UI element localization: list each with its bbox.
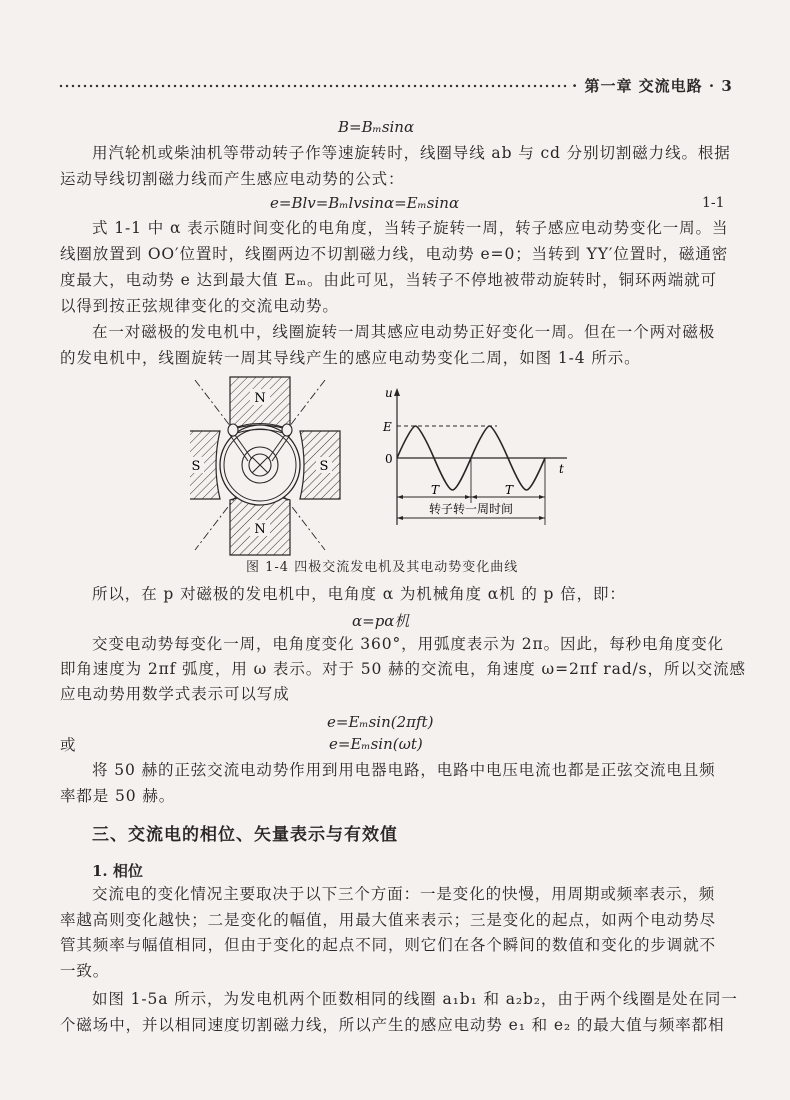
paragraph-line: 管其频率与幅值相同，但由于变化的起点不同，则它们在各个瞬间的数值和变化的步调就不	[60, 936, 717, 954]
svg-text:转子转一周时间: 转子转一周时间	[428, 502, 514, 516]
paragraph-line: 即角速度为 2πf 弧度，用 ω 表示。对于 50 赫的交流电，角速度 ω=2πf rad/s，所以交流感	[60, 660, 746, 678]
svg-text:S: S	[319, 459, 329, 474]
paragraph-line: 交流电的变化情况主要取决于以下三个方面：一是变化的快慢，用周期或频率表示，频	[92, 885, 716, 903]
svg-text:N: N	[254, 522, 266, 537]
svg-text:T: T	[431, 483, 440, 497]
paragraph-line: 如图 1-5a 所示，为发电机两个匝数相同的线圈 a₁b₁ 和 a₂b₂，由于两个线圈是处在同一	[92, 990, 738, 1008]
formula-emf-omegat: e=Eₘsin(ωt)	[329, 735, 423, 753]
paragraph-line: 个磁场中，并以相同速度切割磁力线，所以产生的感应电动势 e₁ 和 e₂ 的最大值与频率都相	[60, 1016, 725, 1034]
paragraph-line: 一致。	[60, 962, 110, 980]
svg-text:0: 0	[385, 452, 393, 466]
paragraph-line: 的发电机中，线圈旋转一周其导线产生的感应电动势变化二周，如图 1-4 所示。	[60, 349, 641, 367]
paragraph-line: 率越高则变化越快；二是变化的幅值，用最大值来表示；三是变化的起点，如两个电动势尽	[60, 911, 717, 929]
running-header: · 第一章 交流电路 · 3	[572, 77, 733, 95]
svg-text:E: E	[383, 420, 392, 434]
paragraph-line: 将 50 赫的正弦交流电动势作用到用电器电路，电路中电压电流也都是正弦交流电且频	[92, 761, 716, 779]
formula-emf-2pift: e=Eₘsin(2πft)	[327, 713, 434, 731]
svg-text:T: T	[505, 483, 514, 497]
paragraph-line: 应电动势用数学式表示可以写成	[60, 685, 290, 703]
svg-text:t: t	[559, 462, 564, 476]
paragraph-line: 式 1-1 中 α 表示随时间变化的电角度，当转子旋转一周，转子感应电动势变化一周。当	[92, 219, 729, 237]
section-heading: 三、交流电的相位、矢量表示与有效值	[92, 825, 398, 845]
formula-alpha: α=pα机	[352, 612, 410, 630]
paragraph-line: 用汽轮机或柴油机等带动转子作等速旋转时，线圈导线 ab 与 cd 分别切割磁力线。根据	[92, 144, 731, 162]
paragraph-line: 运动导线切割磁力线而产生感应电动势的公式：	[60, 170, 405, 188]
paragraph-line: 度最大，电动势 e 达到最大值 Eₘ。由此可见，当转子不停地被带动旋转时，铜环两端就可	[60, 271, 717, 289]
formula-b-field: B=Bₘsinα	[338, 118, 415, 136]
figure-caption: 图 1-4 四极交流发电机及其电动势变化曲线	[246, 560, 519, 575]
header-dot-leader	[58, 84, 570, 88]
paragraph-line: 在一对磁极的发电机中，线圈旋转一周其感应电动势正好变化一周。但在一个两对磁极	[92, 323, 716, 341]
paragraph-line: 所以，在 p 对磁极的发电机中，电角度 α 为机械角度 α机 的 p 倍，即：	[92, 585, 626, 603]
svg-text:S: S	[191, 459, 201, 474]
equation-number: 1-1	[702, 195, 725, 211]
generator-diagram	[190, 375, 390, 560]
paragraph-line: 以得到按正弦规律变化的交流电动势。	[60, 297, 339, 315]
paragraph-line: 线圈放置到 OO′位置时，线圈两边不切割磁力线，电动势 e=0；当转到 YY′位置时，磁通密	[60, 245, 729, 263]
formula-emf: e=Blv=Bₘlvsinα=Eₘsinα	[270, 194, 460, 212]
emf-waveform-chart	[375, 385, 575, 530]
svg-text:u: u	[385, 386, 393, 400]
or-label: 或	[60, 736, 77, 754]
paragraph-line: 率都是 50 赫。	[60, 787, 176, 805]
paragraph-line: 交变电动势每变化一周，电角度变化 360°，用弧度表示为 2π。因此，每秒电角度变化	[92, 635, 725, 653]
subsection-heading: 1. 相位	[92, 862, 143, 880]
svg-text:N: N	[254, 391, 266, 406]
